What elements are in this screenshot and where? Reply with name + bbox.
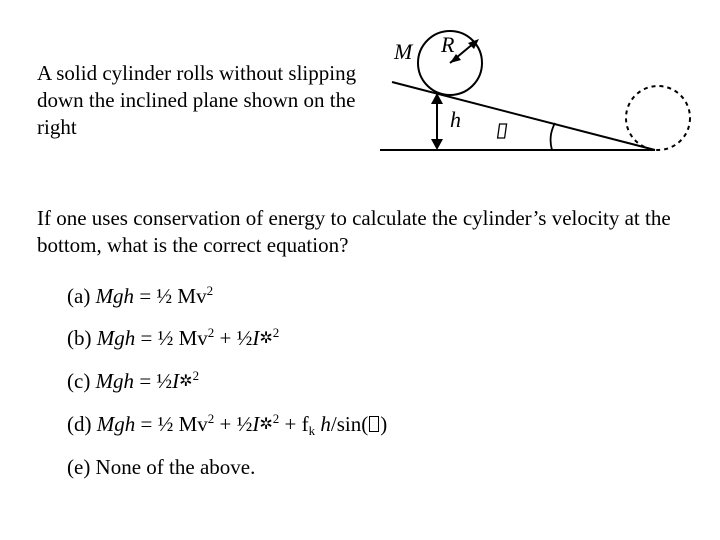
- radius-label: R: [441, 32, 455, 57]
- intro-text: A solid cylinder rolls without slipping down the inclined plane shown on the right: [37, 61, 357, 139]
- height-label: h: [450, 107, 461, 132]
- option-e: (e) None of the above.: [67, 455, 256, 479]
- omega-icon: ✲: [179, 373, 193, 390]
- option-c: (c) Mgh = ½I✲$^2$: [67, 368, 200, 393]
- omega-icon: ✲: [259, 330, 273, 347]
- angle-arc: [551, 123, 555, 150]
- question-text: If one uses conservation of energy to calculate the cylinder’s velocity at the bottom, what is the correct equation?: [37, 206, 671, 257]
- mass-label: M: [394, 39, 413, 64]
- omega-icon: ✲: [259, 416, 273, 433]
- cylinder-bottom: [626, 86, 690, 150]
- option-b: (b) Mgh = ½ $Mv^2$ + ½I✲$^2$: [67, 325, 280, 350]
- option-a: (a) Mgh = ½ Mv$^2$: [67, 283, 214, 308]
- theta-icon: [369, 416, 379, 432]
- height-arrow-bottom: [431, 139, 443, 150]
- option-d: (d) Mgh = ½ $Mv^2$ + ½I✲$^2$ + $f_k$ h/sin( ): [67, 411, 388, 438]
- angle-symbol: [498, 124, 507, 138]
